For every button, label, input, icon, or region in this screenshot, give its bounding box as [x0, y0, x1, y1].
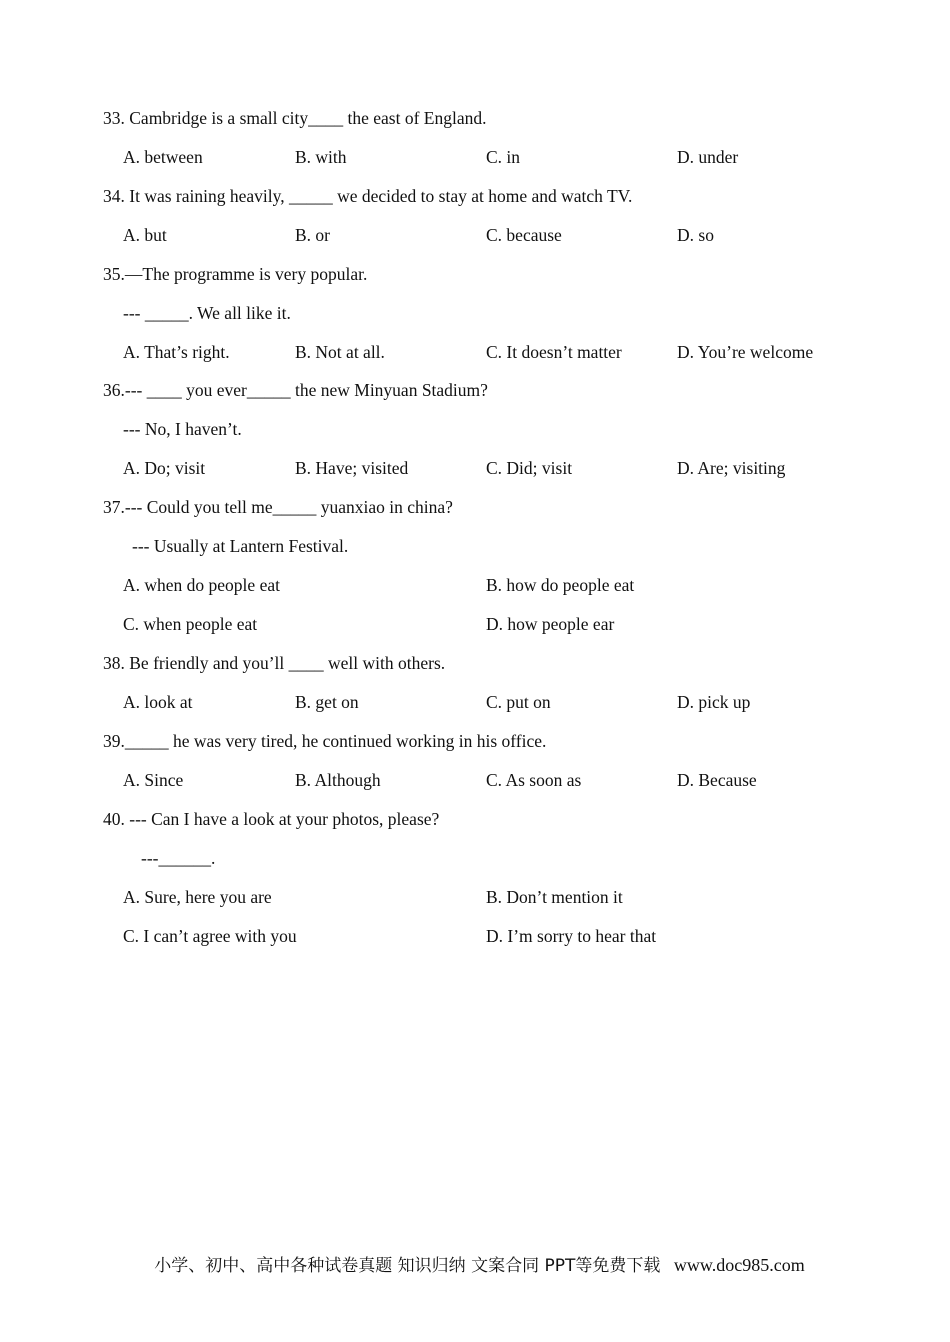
question-34-stem: 34. It was raining heavily, _____ we decided to stay at home and watch TV. [103, 186, 633, 206]
q34-option-b: B. or [295, 225, 330, 245]
q40-option-a: A. Sure, here you are [123, 887, 272, 907]
q38-option-b: B. get on [295, 692, 359, 712]
q34-option-a: A. but [123, 225, 167, 245]
q35-option-c: C. It doesn’t matter [486, 342, 622, 362]
question-35-stem: 35.—The programme is very popular. [103, 264, 368, 284]
page-footer [0, 1230, 950, 1276]
question-36-stem: 36.--- ____ you ever_____ the new Minyuan Stadium? [103, 380, 488, 400]
q40-option-b: B. Don’t mention it [486, 887, 623, 907]
q40-option-c: C. I can’t agree with you [123, 926, 297, 946]
q36-option-c: C. Did; visit [486, 458, 573, 478]
question-40-stem: 40. --- Can I have a look at your photos, please? [103, 809, 440, 829]
footer-url[interactable]: www.doc985.com [673, 1255, 805, 1275]
q40-option-d: D. I’m sorry to hear that [486, 926, 657, 946]
q34-option-c: C. because [486, 225, 562, 245]
q33-option-c: C. in [486, 147, 521, 167]
q39-option-a: A. Since [123, 770, 184, 790]
q39-option-b: B. Although [295, 770, 381, 790]
q37-option-d: D. how people ear [486, 614, 615, 634]
q36-option-a: A. Do; visit [123, 458, 206, 478]
q39-option-d: D. Because [677, 770, 757, 790]
question-33-stem: 33. Cambridge is a small city____ the east of England. [103, 108, 487, 128]
footer-text: 小学、初中、高中各种试卷真题 知识归纳 文案合同 PPT等免费下载 [154, 1256, 661, 1276]
q33-option-b: B. with [295, 147, 347, 167]
q38-option-c: C. put on [486, 692, 551, 712]
question-40-reply: ---______. [141, 848, 216, 868]
q38-option-d: D. pick up [677, 692, 751, 712]
q36-option-d: D. Are; visiting [677, 458, 786, 478]
question-39-stem: 39._____ he was very tired, he continued working in his office. [103, 731, 547, 751]
question-38-stem: 38. Be friendly and you’ll ____ well with others. [103, 653, 446, 673]
q36-option-b: B. Have; visited [295, 458, 409, 478]
q34-option-d: D. so [677, 225, 714, 245]
q38-option-a: A. look at [123, 692, 193, 712]
q35-option-d: D. You’re welcome [677, 342, 814, 362]
question-37-stem: 37.--- Could you tell me_____ yuanxiao in china? [103, 497, 453, 517]
q37-option-b: B. how do people eat [486, 575, 635, 595]
question-35-reply: --- _____. We all like it. [123, 303, 291, 323]
q35-option-a: A. That’s right. [123, 342, 230, 362]
question-37-reply: --- Usually at Lantern Festival. [132, 536, 349, 556]
q33-option-d: D. under [677, 147, 739, 167]
q33-option-a: A. between [123, 147, 203, 167]
q39-option-c: C. As soon as [486, 770, 582, 790]
q35-option-b: B. Not at all. [295, 342, 385, 362]
question-36-reply: --- No, I haven’t. [123, 419, 242, 439]
q37-option-c: C. when people eat [123, 614, 258, 634]
q37-option-a: A. when do people eat [123, 575, 280, 595]
